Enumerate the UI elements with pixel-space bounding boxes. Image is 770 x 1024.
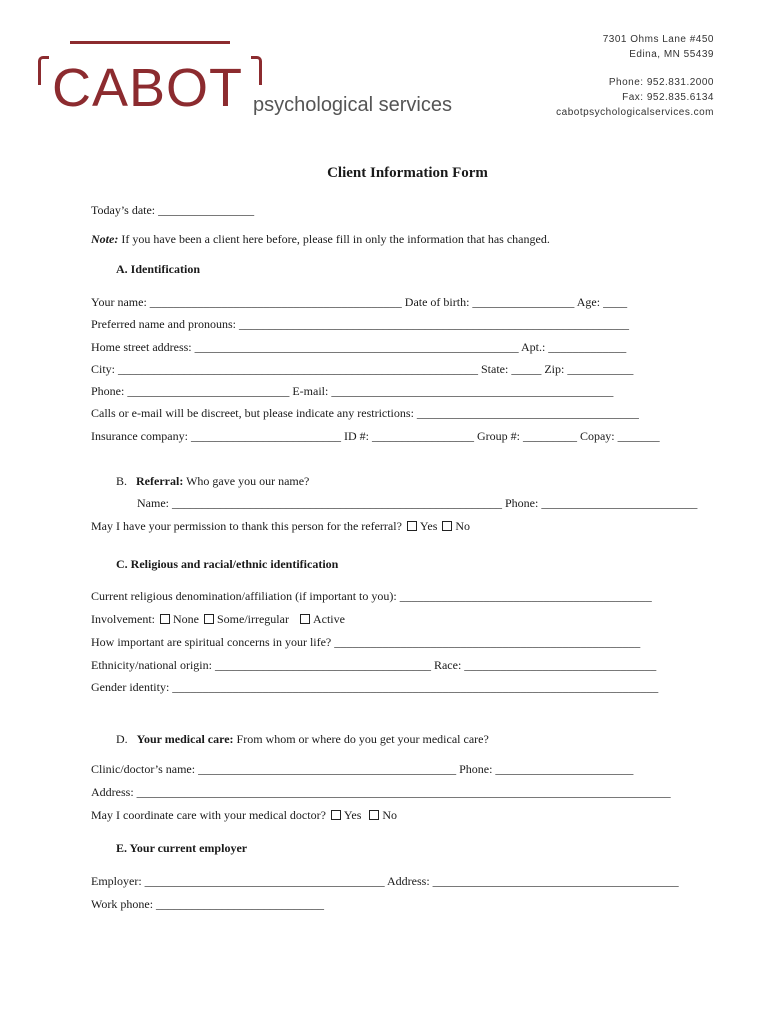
section-e-heading: E. Your current employer: [116, 841, 248, 855]
form-title: Client Information Form: [327, 165, 488, 181]
insurance-field[interactable]: Insurance company: _________________________ ID #: _________________ Group #: _________ Copay: _______: [91, 429, 660, 443]
section-b-heading: B. Referral: Who gave you our name?: [116, 474, 310, 488]
address-website: cabotpsychologicalservices.com: [556, 107, 714, 118]
logo-rule: [70, 41, 230, 44]
logo-bracket-left: [38, 56, 49, 85]
logo-bracket-right: [251, 56, 262, 85]
involvement-none-checkbox[interactable]: [160, 614, 170, 624]
spiritual-field[interactable]: How important are spiritual concerns in your life? ___________________________________________________: [91, 635, 641, 649]
note-label: Note:: [91, 232, 119, 246]
referral-yes-checkbox[interactable]: [407, 521, 417, 531]
employer-field[interactable]: Employer: ________________________________________ Address: _________________________________________: [91, 874, 679, 888]
address-fax: Fax: 952.835.6134: [622, 92, 714, 103]
phone-email-field[interactable]: Phone: ___________________________ E-mail: _______________________________________________: [91, 384, 614, 398]
clinic-field[interactable]: Clinic/doctor’s name: ___________________________________________ Phone: _______________________: [91, 762, 634, 776]
section-a-heading: A. Identification: [116, 262, 200, 276]
city-state-zip-field[interactable]: City: ____________________________________________________________ State: _____ Zip: ___________: [91, 362, 634, 376]
address-line1: 7301 Ohms Lane #450: [602, 34, 714, 45]
gender-identity-field[interactable]: Gender identity: _________________________________________________________________________________: [91, 680, 659, 694]
note-line: [91, 232, 550, 246]
referral-permission: May I have your permission to thank this person for the referral? Yes No: [91, 519, 471, 533]
ethnicity-race-field[interactable]: Ethnicity/national origin: ____________________________________ Race: ________________________________: [91, 658, 657, 672]
note-text: If you have been a client here before, please fill in only the information that has changed.: [118, 232, 550, 246]
coordinate-care: May I coordinate care with your medical doctor? Yes No: [91, 808, 398, 822]
address-line2: Edina, MN 55439: [629, 49, 714, 60]
preferred-name-field[interactable]: Preferred name and pronouns: _________________________________________________________________: [91, 317, 629, 331]
address-phone: Phone: 952.831.2000: [608, 77, 714, 88]
involvement-active-checkbox[interactable]: [300, 614, 310, 624]
medical-address-field[interactable]: Address: _________________________________________________________________________________________: [91, 785, 671, 799]
logo-wordmark: CABOT: [52, 58, 244, 118]
work-phone-field[interactable]: Work phone: ____________________________: [91, 897, 325, 911]
home-address-field[interactable]: Home street address: ______________________________________________________ Apt.: _____________: [91, 340, 627, 354]
todays-date-field[interactable]: Today’s date: ________________: [91, 203, 255, 217]
involvement-some-checkbox[interactable]: [204, 614, 214, 624]
involvement-row: Involvement: None Some/irregular Active: [91, 612, 345, 626]
coordinate-no-checkbox[interactable]: [369, 810, 379, 820]
section-c-heading: C. Religious and racial/ethnic identification: [116, 557, 339, 571]
religion-field[interactable]: Current religious denomination/affiliation (if important to you): __________________________________________: [91, 589, 652, 603]
logo-tagline: psychological services: [253, 94, 452, 116]
referral-name-field[interactable]: Name: _______________________________________________________ Phone: __________________________: [137, 496, 698, 510]
coordinate-yes-checkbox[interactable]: [331, 810, 341, 820]
restrictions-field[interactable]: Calls or e-mail will be discreet, but please indicate any restrictions: _____________________________________: [91, 406, 639, 420]
referral-no-checkbox[interactable]: [442, 521, 452, 531]
section-d-heading: D. Your medical care: From whom or where do you get your medical care?: [116, 732, 489, 746]
your-name-field[interactable]: Your name: __________________________________________ Date of birth: _________________ Age: ____: [91, 295, 628, 309]
